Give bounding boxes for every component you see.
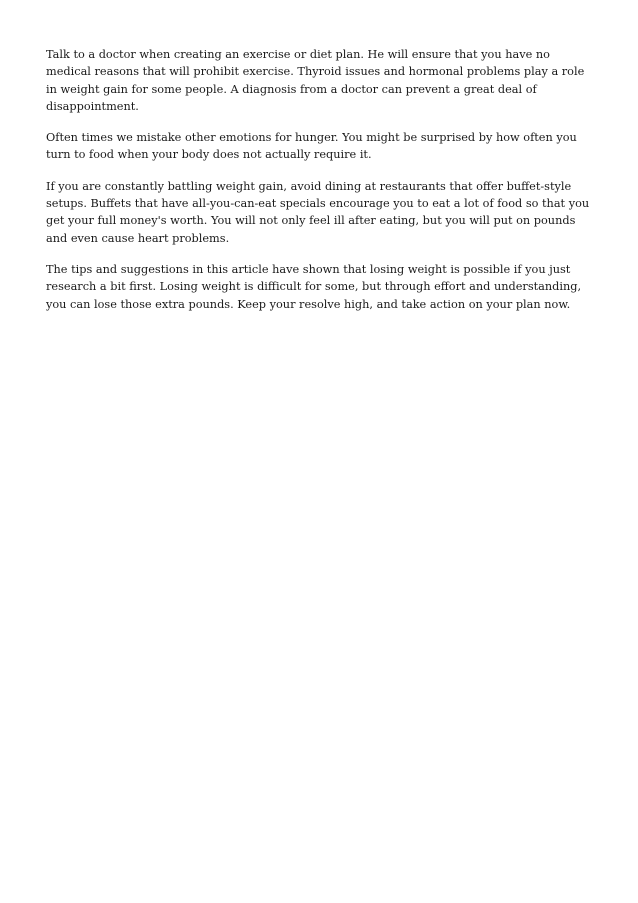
paragraph-doctor-advice: Talk to a doctor when creating an exercise or diet plan. He will ensure that you have no medical reasons that will prohibit exercise. Thyroid issues and hormonal problems play a role in weight gain for some people. A diagnosis from a doctor can prevent a great deal of disappointment. bbox=[46, 48, 585, 113]
paragraph-emotional-hunger: Often times we mistake other emotions for hunger. You might be surprised by how often you turn to food when your body does not actually require it. bbox=[46, 131, 577, 162]
document-body bbox=[46, 46, 594, 327]
paragraph-conclusion: The tips and suggestions in this article have shown that losing weight is possible if you just research a bit first. Losing weight is difficult for some, but through effort and understanding, you can lose those extra pounds. Keep your resolve high, and take action on your plan now. bbox=[46, 262, 582, 311]
paragraph-buffet-warning: If you are constantly battling weight gain, avoid dining at restaurants that offer buffet-style setups. Buffets that have all-you-can-eat specials encourage you to eat a lot of food so that you get your full money's worth. You will not only feel ill after eating, but you will put on pounds and even cause heart problems. bbox=[46, 179, 590, 245]
